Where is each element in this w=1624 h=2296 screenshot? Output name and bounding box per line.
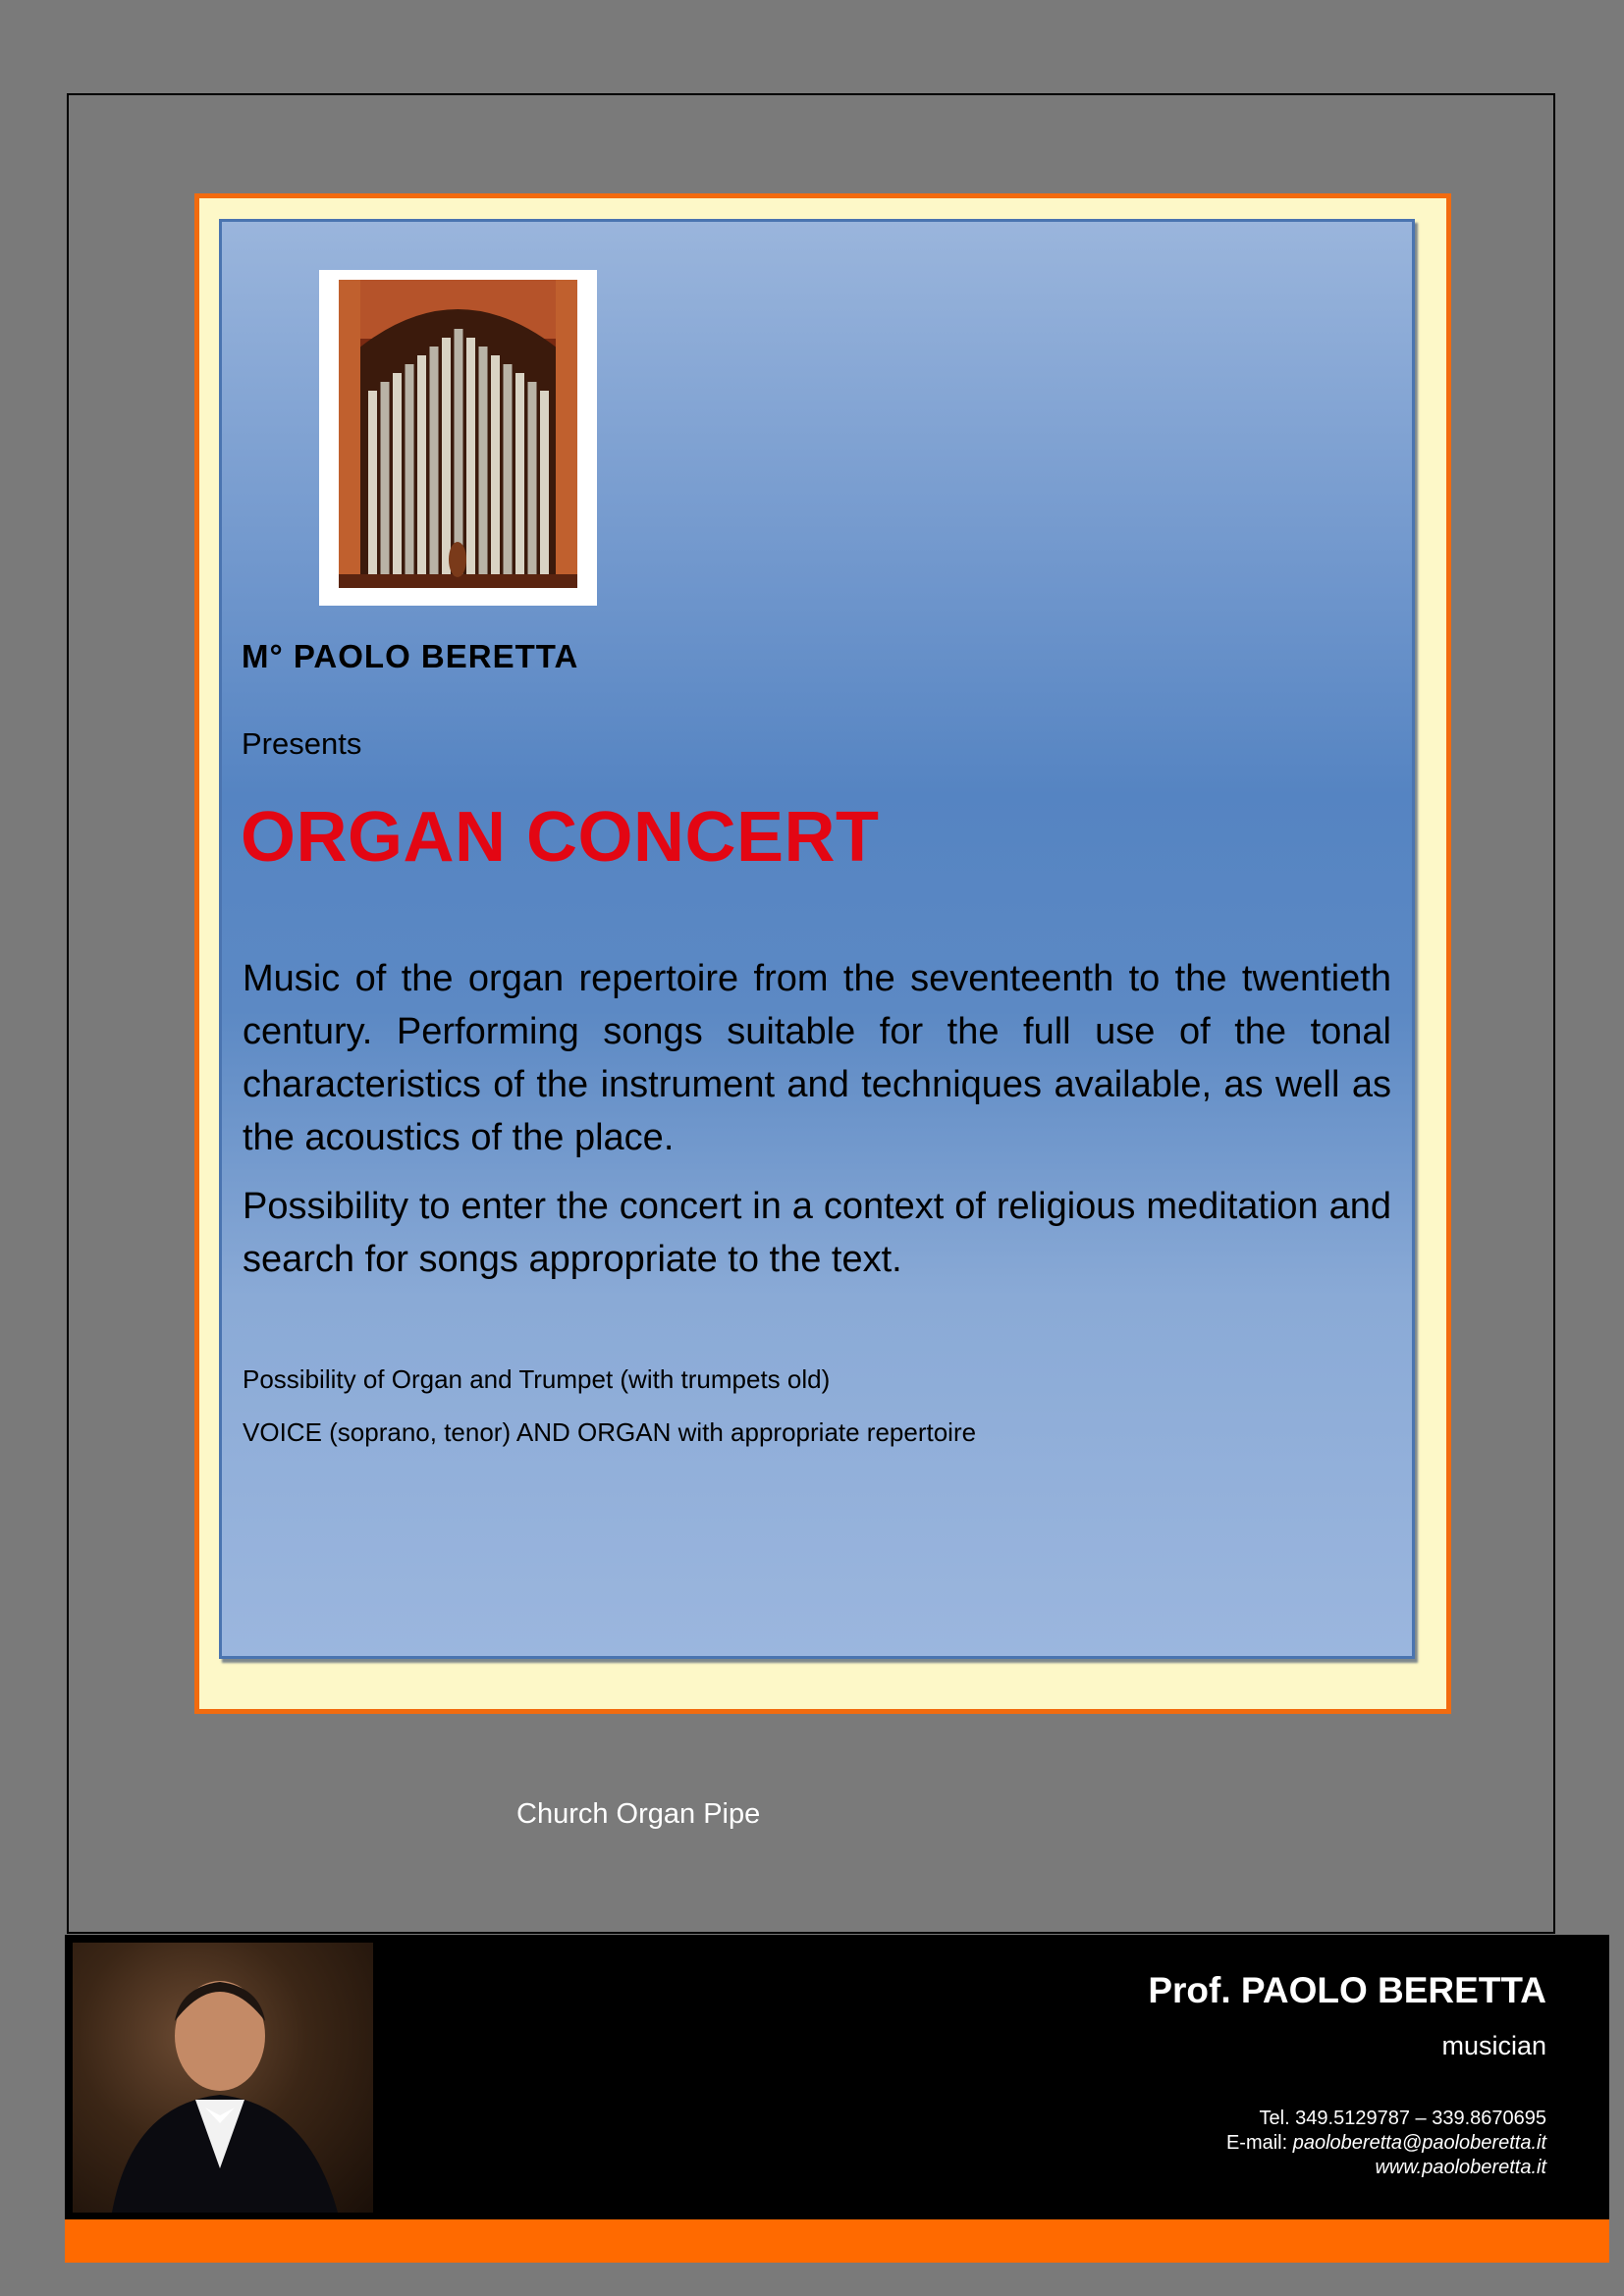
description-paragraph-1: Music of the organ repertoire from the seventeenth to the twentieth century. Performing songs suitable for the full use of the tonal characteristics of the instrument and techniques available, as well as the acoustics of the place.	[243, 958, 1391, 1158]
concert-description	[243, 952, 1391, 1302]
footer-role: musician	[1441, 2031, 1546, 2060]
trumpet-option: Possibility of Organ and Trumpet (with trumpets old)	[243, 1364, 831, 1394]
musician-portrait	[73, 1943, 373, 2213]
footer-bar	[65, 1935, 1609, 2219]
footer-name: Prof. PAOLO BERETTA	[1148, 1970, 1546, 2010]
presents-label: Presents	[242, 726, 362, 761]
website-link[interactable]: www.paoloberetta.it	[1375, 2157, 1546, 2178]
presenter-name: M° PAOLO BERETTA	[242, 638, 579, 674]
email-link[interactable]: paoloberetta@paoloberetta.it	[1292, 2132, 1546, 2154]
description-paragraph-2: Possibility to enter the concert in a context of religious meditation and search for songs appropriate to the text.	[243, 1186, 1391, 1280]
contact-info	[1226, 2107, 1546, 2180]
organ-photo-card	[319, 270, 597, 606]
email-label: E-mail:	[1225, 2132, 1288, 2154]
concert-title: ORGAN CONCERT	[241, 798, 880, 877]
footer-accent-bar	[65, 2219, 1609, 2263]
phone-numbers: Tel. 349.5129787 – 339.8670695	[1259, 2108, 1546, 2129]
image-caption: Church Organ Pipe	[516, 1798, 761, 1830]
voice-option: VOICE (soprano, tenor) AND ORGAN with appropriate repertoire	[243, 1417, 977, 1447]
organ-pipes-image	[339, 280, 577, 588]
